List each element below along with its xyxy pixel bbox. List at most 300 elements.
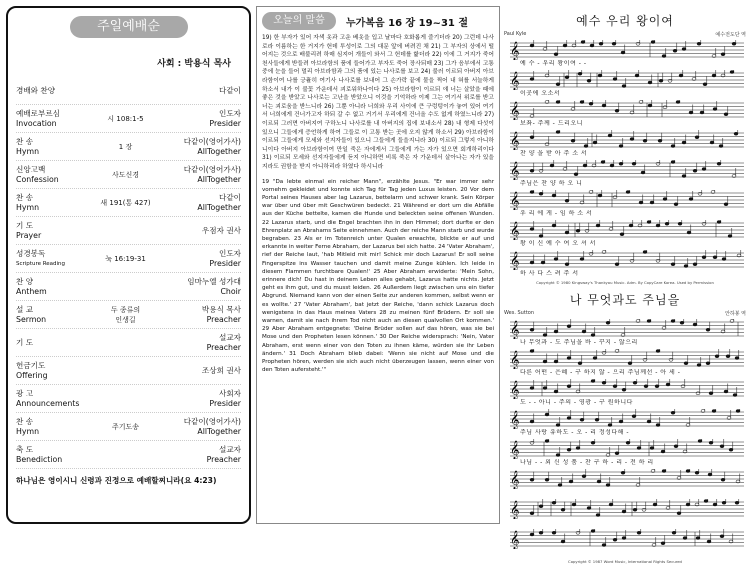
order-of-worship-panel [6,6,251,524]
todays-word-header [262,10,494,32]
order-item-name: 찬 송 Hymn [16,136,40,156]
music-note [633,508,637,511]
music-note [620,233,624,236]
music-note [721,53,725,56]
song-1-score [504,40,746,278]
music-note [591,334,595,337]
music-note [643,358,647,361]
music-note [650,447,654,450]
music-note [585,229,589,232]
music-note [545,143,549,146]
worship-order-row [16,105,241,133]
music-note [545,413,549,416]
music-note [643,139,647,142]
music-note [602,351,606,354]
music-note [677,512,681,515]
order-item-leader: 다같이(영어가사) AllTogether [183,136,241,156]
order-item-leader: 다같이 [218,85,241,95]
music-note [672,531,676,534]
music-note [658,139,662,142]
music-note [666,383,670,386]
music-note [615,452,619,455]
worship-order-row [16,77,241,105]
music-note [709,441,713,444]
music-note [580,258,584,261]
order-item-detail: 두 종류의 인생길 [110,305,141,324]
music-note [683,537,687,540]
music-note [539,235,543,238]
lyric-line [504,549,746,557]
worship-order-row [16,273,241,301]
lyric-line [504,489,746,497]
music-staff [504,439,746,459]
worship-order-row [16,357,241,385]
music-note [686,470,690,473]
music-note [613,538,617,541]
music-staff [504,469,746,489]
music-note [656,224,660,227]
music-staff [504,409,746,429]
music-note [665,222,669,225]
music-note [709,392,713,395]
music-note [682,175,686,178]
music-note [530,169,534,172]
song-2 [504,291,746,564]
music-note [578,362,582,365]
music-note [650,201,654,204]
music-note [702,168,706,171]
music-note [574,173,578,176]
lyric-line: 왕 이 신 예 수 여 오 셔 서 [520,240,596,247]
order-item-name: 경배와 찬양 [16,85,56,95]
music-note [661,542,665,545]
music-note [680,321,684,324]
music-note [552,531,556,534]
music-note [578,72,582,75]
music-note [539,505,543,508]
music-note [635,74,639,77]
music-note [724,113,728,116]
treble-clef-icon: 𝄞 [510,131,520,150]
music-note [556,454,560,457]
music-note [730,71,734,74]
lyric-line: 주님은 찬 양 하 오 니 [520,180,583,187]
music-note [629,224,633,227]
music-note [530,44,534,47]
music-note [656,162,660,165]
order-item-detail: 새 191(통 427) [100,198,151,207]
music-note [696,392,700,395]
song-2-author: Wes. Sutton [504,310,535,316]
music-note [622,388,626,391]
music-note [613,385,617,388]
music-note [602,544,606,547]
music-note [530,350,534,353]
music-note [545,440,549,443]
music-note [663,106,667,109]
music-note [619,420,623,423]
music-staff [504,250,746,270]
music-note [572,503,576,506]
song-2-copyright: Copyright © 1987 Word Music, International Rights Secured [568,559,682,564]
song-1-copyright: Copyright © 1980 Kingsway's Thankyou Music. Adm. By CopyCare Korea. Used by Permission [536,280,714,285]
music-note [567,325,571,328]
song-1 [504,12,746,285]
music-note [636,42,640,45]
treble-clef-icon: 𝄞 [510,71,520,90]
music-note [530,328,534,331]
order-item-leader: 설교자 Preacher [206,444,241,464]
music-note [554,330,558,333]
order-item-leader: 박용식 목사 Preacher [201,304,241,324]
music-note [621,51,625,54]
worship-verse: 하나님은 영이시니 신령과 진정으로 예배할찌니라(요 4:23) [16,476,217,485]
treble-clef-icon: 𝄞 [510,101,520,120]
music-note [703,83,707,86]
music-note [693,169,697,172]
music-note [671,145,675,148]
music-note [567,448,571,451]
order-item-name: 성경봉독 Scripture Reading [16,248,66,267]
music-note [722,258,726,261]
order-item-leader: 인도자 Presider [209,108,241,128]
lyric-line: 우 리 에 게 - 임 하 소 서 [520,210,593,217]
worship-order-row [16,329,241,357]
song-1-title: 예수 우리 왕이여 [576,14,674,28]
music-note [561,508,565,511]
order-item-name: 찬 양 Anthem [16,276,47,296]
music-note [565,76,569,79]
lyric-line: 도 - - 아니 - 주의 - 영광 - 구 원하니다 [520,399,633,406]
music-note [679,74,683,77]
song-1-arranger: 예수전도단 역 [715,32,746,38]
music-note [622,85,626,88]
music-note [734,132,738,135]
music-staff [504,349,746,369]
music-note [662,55,666,58]
music-note [601,161,605,164]
music-note [728,235,732,238]
music-note [697,42,701,45]
music-note [582,330,586,333]
music-note [671,411,675,414]
music-note [693,323,697,326]
music-note [671,320,675,323]
music-note [724,390,728,393]
music-note [661,450,665,453]
music-note [530,478,534,481]
treble-clef-icon: 𝄞 [510,380,520,399]
music-note [606,484,610,487]
treble-clef-icon: 𝄞 [510,500,520,519]
music-note [674,203,678,206]
music-note [713,108,717,111]
music-staff [504,100,746,120]
music-note [648,81,652,84]
music-note [656,259,660,262]
music-note [659,79,663,82]
music-note [736,410,740,413]
music-note [684,362,688,365]
music-note [613,196,617,199]
music-note [726,355,730,358]
music-note [556,101,560,104]
order-item-name: 기 도 [16,337,34,347]
music-note [702,256,706,259]
music-note [689,111,693,114]
music-note [653,503,657,506]
treble-clef-icon: 𝄞 [510,161,520,180]
music-note [530,441,534,444]
lyric-line: 다른 어떤 - 은혜 - 구 하지 않 - 으리 주님께선 - 아 세 - [520,369,681,376]
order-item-name: 헌금기도 Offering [16,360,48,380]
music-staff [504,220,746,240]
order-item-name: 기 도 Prayer [16,220,42,240]
music-note [599,42,603,45]
music-staff [504,379,746,399]
music-note [530,420,534,423]
order-item-name: 예배로부르심 Invocation [16,108,61,128]
treble-clef-icon: 𝄞 [510,221,520,240]
music-note [591,380,595,383]
song-1-author: Paul Kyle [504,31,527,37]
order-item-leader: 다같이 AllTogether [197,192,241,212]
music-note [696,537,700,540]
lyric-line: 보좌- 주께 - 드리오니 [520,120,583,127]
order-item-detail: 눅 16:19-31 [105,254,146,263]
music-staff [504,40,746,60]
music-note [587,507,591,510]
music-note [729,448,733,451]
music-note [608,424,612,427]
order-item-leader: 우점자 권사 [201,225,241,235]
music-note [615,109,619,112]
music-staff [504,160,746,180]
music-note [530,261,534,264]
music-note [706,328,710,331]
music-note [721,478,725,481]
music-note [571,139,575,142]
music-note [630,259,634,262]
order-item-leader: 사회자 Presider [209,388,241,408]
music-staff [504,130,746,150]
music-note [713,256,717,259]
music-note [720,445,724,448]
music-note [541,261,545,264]
music-note [593,357,597,360]
music-note [678,222,682,225]
music-note [576,447,580,450]
music-note [554,390,558,393]
music-note [591,441,595,444]
todays-word-panel [256,6,500,524]
music-note [582,475,586,478]
treble-clef-icon: 𝄞 [510,410,520,429]
order-item-leader: 임마누엘 성가대 Choir [187,276,241,296]
worship-order-row [16,161,241,189]
lyric-line: 주님 사랑 유하도 - 오 - 리 정성다해 - [520,429,630,436]
music-note [626,191,630,194]
music-note [682,48,686,51]
treble-clef-icon: 𝄞 [510,530,520,549]
order-item-detail: 주기도송 [111,422,140,431]
order-item-name: 축 도 Benediction [16,444,63,464]
worship-order-row [16,245,241,273]
music-note [656,350,660,353]
music-note [621,471,625,474]
music-note [684,265,688,268]
worship-order-row [16,301,241,329]
order-item-leader: 다같이(영어가사) AllTogether [183,416,241,436]
music-note [552,224,556,227]
music-note [712,410,716,413]
treble-clef-icon: 𝄞 [510,191,520,210]
treble-clef-icon: 𝄞 [510,350,520,369]
music-note [567,357,571,360]
music-note [530,228,534,231]
music-note [698,440,702,443]
music-note [642,508,646,511]
order-item-detail: 시 108:1-5 [107,114,144,123]
music-note [673,49,677,52]
music-note [565,231,569,234]
music-note [589,252,593,255]
music-note [530,78,534,81]
music-note [580,101,584,104]
music-note [554,360,558,363]
order-item-name: 찬 송 Hymn [16,192,40,212]
music-note [713,503,717,506]
lyric-line [504,519,746,527]
treble-clef-icon: 𝄞 [510,470,520,489]
music-note [580,418,584,421]
music-note [556,83,560,86]
music-note [530,136,534,139]
order-item-detail: 사도신경 [111,170,140,179]
music-note [704,500,708,503]
music-note [626,441,630,444]
song-1-meta [504,31,746,38]
scripture-german-text: 19 "Da lebte einmal ein reicher Mann", erzählte Jesus. "Er war immer sehr vornehm gekleidet und konnte sich Tag für Tag jeden Luxus leisten. 20 Vor dem Portal seines Hauses aber lag Lazarus, bettelarm und schwer krank. Sein Körper war über und über mit Geschwüren bedeckt. 21 Während er dort um die Abfälle aus der Küche bettelte, kamen die Hunde und beleckten seine offenen Wunden. 22 Lazarus starb, und die Engel brachten ihn in den Himmel; dort durfte er den Ehrenplatz an Abrahams Seite einnehmen. Auch der reiche Mann starb und wurde begraben. 23 Als er im Totenreich unter Qualen erwachte, blickte er auf und erkannte in weiter Ferne Abraham, der Lazarus bei sich hatte. 24 'Vater Abraham', rief der Reiche laut, 'hab Mitleid mit mir! Schick mir doch Lazarus! Er soll seine Fingerspitze ins Wasser tauchen und damit meine Zunge kühlen. Ich leide in diesem Flammen furchtbare Qualen!' 25 Aber Abraham erwiderte: 'Mein Sohn, erinnere dich! Du hast in deinem Leben alles gehabt, Lazarus hatte nichts. Jetzt geht es ihm gut, und du musst leiden. 26 Außerdem liegt zwischen uns ein tiefer Abgrund. Niemand kann von der einen Seite zur anderen kommen, selbst wenn er es wollte.' 27 'Vater Abraham', bat jetzt der Reiche, 'dann schick Lazarus doch wenigstens in das Haus meines Vaters 28 zu meinen fünf Brüdern. Er soll sie warnen, damit sie nach ihrem Tod nicht auch an diesen qualvollen Ort kommen.' 29 Aber Abraham entgegnete: 'Deine Brüder sollen auf das hören, was sie bei Mose und den Propheten lesen können.' 30 Der Reiche widersprach: 'Nein, Vater Abraham, erst wenn einer von den Toten zu ihnen käme, würden sie ihr Leben ändern.' 31 Doch Abraham blieb dabei: 'Wenn sie nicht auf Mose und die Propheten hören, werden sie sich auch nicht überzeugen lassen, wenn einer von den Toten aufersteht.'" [262,178,494,374]
music-note [610,164,614,167]
music-note [655,385,659,388]
music-note [530,191,534,194]
music-note [565,263,569,266]
order-item-detail: 1 장 [118,142,133,151]
music-note [552,194,556,197]
order-item-name: 신앙고백 Confession [16,164,59,184]
music-note [622,510,626,513]
music-note [733,394,737,397]
music-note [697,364,701,367]
music-note [647,420,651,423]
music-note [735,501,739,504]
lyric-line: 나님 - - 외 신 성 품 - 찬 구 하 - 리 - 전 하 리 [520,459,654,466]
music-note [556,424,560,427]
music-note [539,169,543,172]
music-note [550,164,554,167]
music-note [545,478,549,481]
music-note [700,111,704,114]
music-note [671,263,675,266]
song-2-meta [504,310,746,317]
music-note [606,321,610,324]
music-note [630,138,634,141]
music-note [644,385,648,388]
todays-word-label: 오늘의 말씀 [262,12,336,30]
worship-order-row [16,217,241,245]
music-note [602,381,606,384]
music-note [662,470,666,473]
music-note [651,41,655,44]
music-note [632,162,636,165]
music-note [639,201,643,204]
music-note [589,102,593,105]
music-note [687,231,691,234]
music-note [576,229,580,232]
worship-order-list [16,77,241,469]
music-note [554,258,558,261]
treble-clef-icon: 𝄞 [510,41,520,60]
music-note [663,198,667,201]
music-note [539,531,543,534]
order-item-leader: 조상희 권사 [201,365,241,375]
music-note [602,104,606,107]
lyric-line: 찬 양 을 받 아 주 소 서 [520,150,588,157]
scripture-korean-text: 19) 한 부자가 있어 자색 옷과 고운 베옷을 입고 날마다 호화롭게 즐기더라 20) 그런데 나사로라 이름하는 한 거지가 헌데 투성이로 그의 대문 앞에 버려진 채 21) 그 부자의 상에서 떨어지는 것으로 배불리려 하매 심지어 개들이 와서 그 헌데를 핥더라 22) 이에 그 거지가 죽어 천사들에게 받들려 아브라함의 품에 들어가고 부자도 죽어 장사되매 23) 그가 음부에서 고통 중에 눈을 들어 멀리 아브라함과 그의 품에 있는 나사로를 보고 24) 불러 이르되 아버지 아브라함이여 나를 긍휼히 여기사 나사로를 보내어 그 손가락 끝에 물을 찍어 내 혀를 서늘하게 하소서 내가 이 불꽃 가운데서 괴로워하나이다 25) 아브라함이 이르되 얘 너는 살았을 때에 좋은 것을 받았고 나사로는 고난을 받았으니 이것을 기억하라 이제 그는 여기서 위로를 받고 너는 괴로움을 받느니라 26) 그뿐 아니라 너희와 우리 사이에 큰 구렁텅이가 놓여 있어 여기서 너희에게 건너가고자 하되 갈 수 없고 거기서 우리에게 건너올 수도 없게 하였느니라 27) 이르되 그러면 아버지여 구하노니 나사로를 내 아버지의 집에 보내소서 28) 내 형제 다섯이 있으니 그들에게 증언하게 하여 그들로 이 고통 받는 곳에 오지 않게 하소서 29) 아브라함이 이르되 그들에게 모세와 선지자들이 있으니 그들에게 들을지니라 30) 이르되 그렇지 아니하니이다 아버지 아브라함이여 만일 죽은 자에게서 그들에게 가는 자가 있으면 회개하리이다 31) 이르되 모세와 선지자들에게 듣지 아니하면 비록 죽은 자 가운데서 살아나는 자가 있을지라도 권함을 받지 아니하리라 하였다 하시니라 [262,35,494,170]
music-note [613,78,617,81]
music-note [609,503,613,506]
music-note [707,540,711,543]
music-staff [504,190,746,210]
music-note [539,192,543,195]
song-2-arranger: 안하봉 역 [725,311,746,317]
music-note [530,387,534,390]
worship-order-row [16,413,241,441]
music-note [698,192,702,195]
song-2-score [504,319,746,557]
worship-order-row [16,385,241,413]
music-note [581,41,585,44]
music-note [641,171,645,174]
music-note [682,141,686,144]
music-note [708,473,712,476]
music-note [637,447,641,450]
music-note [622,537,626,540]
music-note [647,320,651,323]
music-note [543,387,547,390]
music-note [597,480,601,483]
music-note [584,145,588,148]
music-note [710,141,714,144]
treble-clef-icon: 𝄞 [510,320,520,339]
music-note [593,141,597,144]
music-staff [504,499,746,519]
music-note [558,484,562,487]
music-note [717,162,721,165]
music-note [681,385,685,388]
music-note [576,531,580,534]
music-note [567,417,571,420]
music-note [706,362,710,365]
music-note [656,424,660,427]
hymn-sheet-panel [504,6,746,564]
music-staff [504,529,746,549]
music-staff [504,319,746,339]
order-item-name: 찬 송 Hymn [16,416,40,436]
music-note [567,385,571,388]
lyric-line: 하 사 다 스 려 주 서 [520,270,579,277]
